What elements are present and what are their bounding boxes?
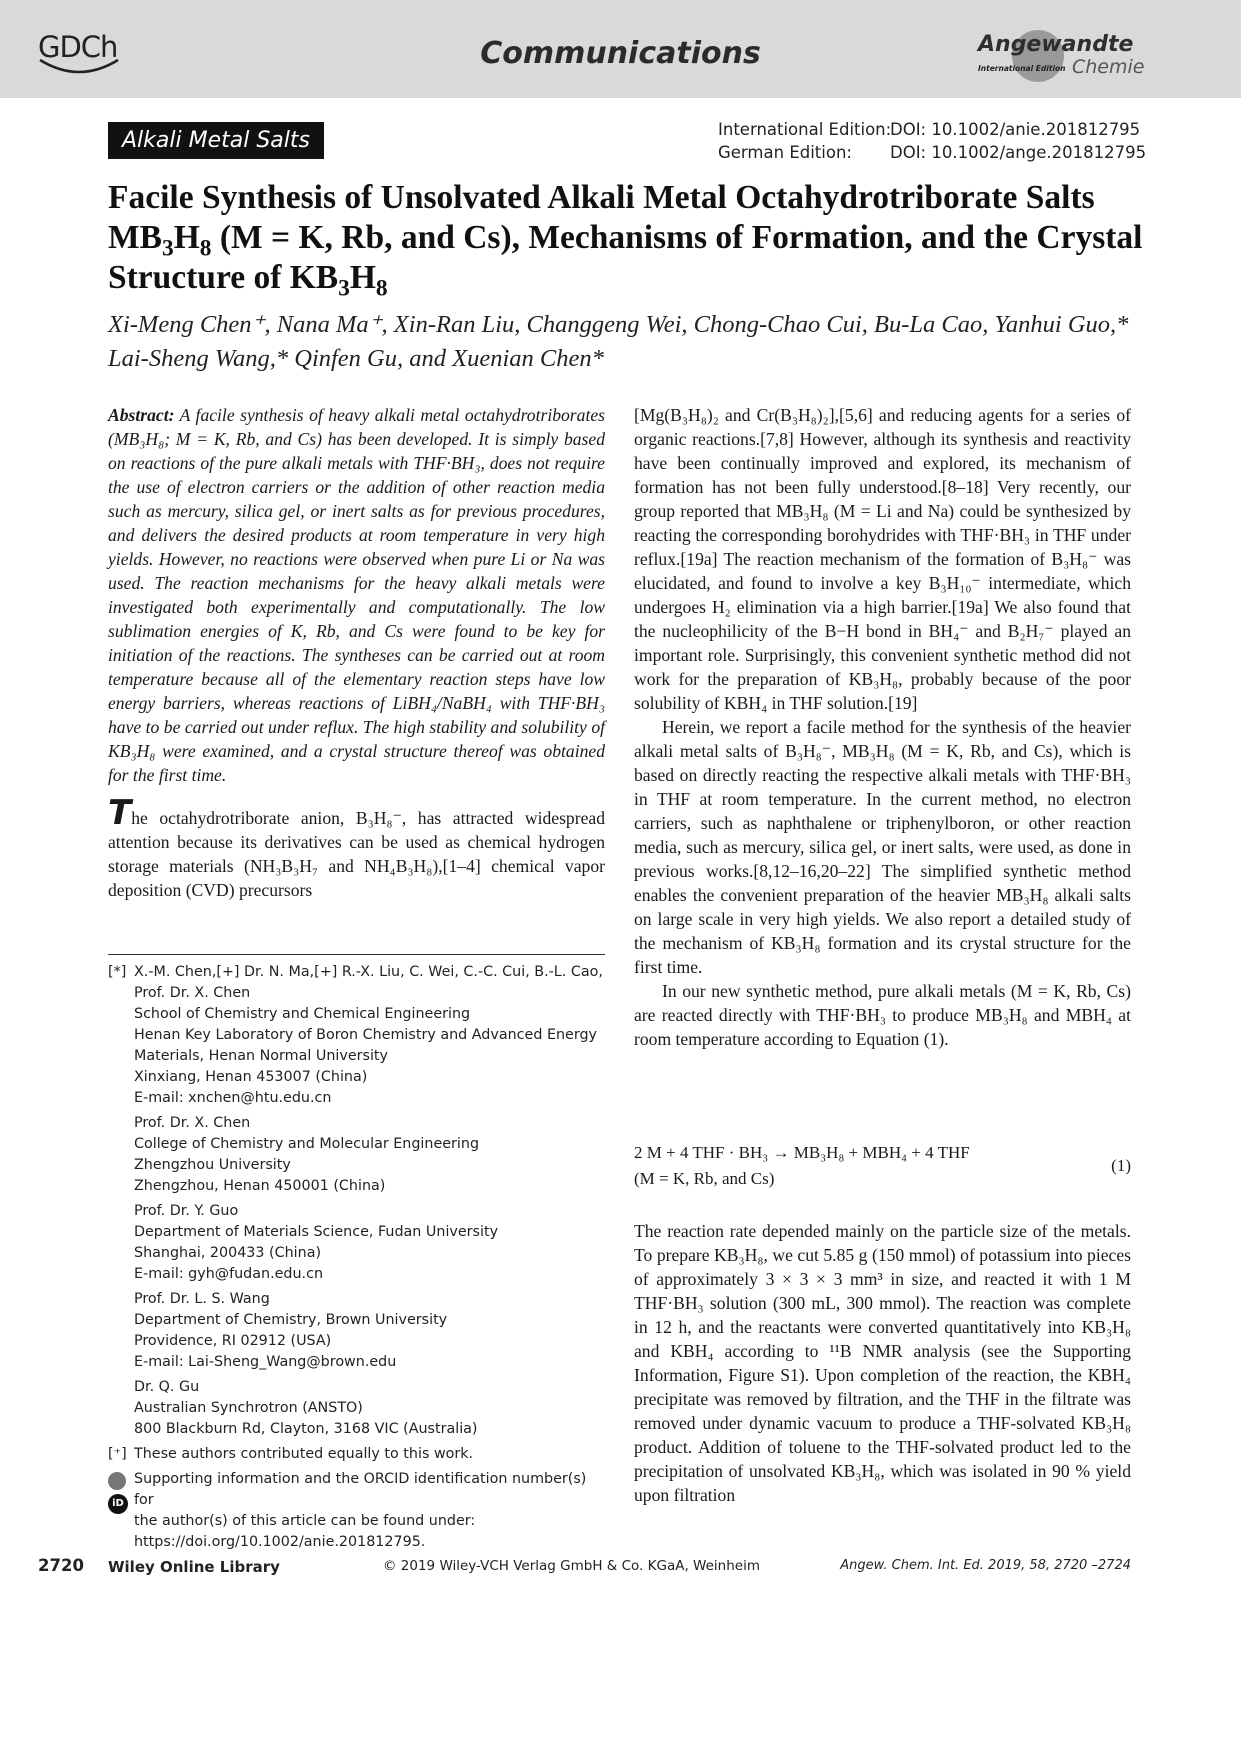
- affil-line: Henan Key Laboratory of Boron Chemistry and Advanced Energy: [134, 1027, 597, 1043]
- doi-label: International Edition:: [718, 120, 892, 139]
- body-paragraph: Herein, we report a facile method for the synthesis of the heavier alkali metal salts of B₃H₈⁻, MB₃H₈ (M = K, Rb, and Cs), which is based on directly reacting the respective alkali metals with THF·BH₃ in THF at room temperature. In the current method, no electron carriers, such as naphthalene or triphenylboron, or other reaction media, such as mercury, silica gel, or inert salts, were used, as done in previous works.[8,12–16,20–22] The simplified synthetic method enables the convenient preparation of the heavier MB₃H₈ alkali salts on large scale in very high yields. We also report a detailed study of the mechanism of KB₃H₈ formation and its crystal structure for the first time.: [634, 717, 1131, 977]
- title-part: Structure of KB: [108, 259, 339, 296]
- affil-email[interactable]: E-mail: xnchen@htu.edu.cn: [134, 1090, 332, 1106]
- article-title: [108, 178, 1148, 302]
- title-sub: 8: [199, 235, 212, 262]
- equal-contribution-note: [108, 1444, 608, 1465]
- title-line: [108, 258, 1148, 302]
- footnote-mark: [⁺]: [108, 1446, 127, 1462]
- body-paragraph: The reaction rate depended mainly on the particle size of the metals. To prepare KB₃H₈, we cut 5.85 g (150 mmol) of potassium into pieces of approximately 3 × 3 × 3 mm³ in size, and reacted it with 1 M THF·BH₃ solution (300 mL, 300 mmol). The reaction was complete in 12 h, and the reactants were converted quantitatively into KB₃H₈ and KBH₄ according to ¹¹B NMR analysis (see the Supporting Information, Figure S1). Upon completion of the reaction, the KBH₄ precipitate was removed by filtration, and the THF in the filtrate was removed under dynamic vacuum to produce a THF-solvated KB₃H₈ product. Addition of toluene to the THF-solvated product led to the precipitation of unsolvated KB₃H₈, which was isolated in 90 % yield upon filtration: [634, 1221, 1131, 1505]
- body-paragraph: [Mg(B₃H₈)₂ and Cr(B₃H₈)₂],[5,6] and reducing agents for a series of organic reactions.[7,8] However, although its synthesis and reactivity have been continually improved and explored, its mechanism of formation has not been fully understood.[8–18] Very recently, our group reported that MB₃H₈ (M = Li and Na) could be synthesized by reacting the corresponding borohydrides with THF·BH₃ in THF under reflux.[19a] The reaction mechanism of the formation of B₃H₈⁻ was elucidated, and found to involve a key B₃H₁₀⁻ intermediate, which undergoes H₂ elimination via a high barrier.[19a] We also found that the nucleophilicity of the B−H bond in BH₄⁻ and B₂H₇⁻ played an important role. Surprisingly, this convenient synthetic method did not work for the preparation of KB₃H₈, probably because of the poor solubility of KBH₄ in THF solution.[19]: [634, 405, 1131, 713]
- intro-paragraph: [108, 793, 605, 902]
- supporting-info-note: [108, 1469, 608, 1553]
- doi-label: German Edition:: [718, 143, 852, 162]
- affiliation-block: [108, 962, 608, 1440]
- affil-line: School of Chemistry and Chemical Engineering: [134, 1006, 471, 1022]
- equal-contribution-text: These authors contributed equally to this work.: [134, 1446, 474, 1462]
- affil-line: Materials, Henan Normal University: [134, 1048, 388, 1064]
- citation: Angew. Chem. Int. Ed. 2019, 58, 2720 –2724: [840, 1558, 1131, 1573]
- doi-block: [718, 118, 1147, 164]
- affil-line: Prof. Dr. L. S. Wang: [134, 1291, 270, 1307]
- footnote-rule: [108, 954, 605, 955]
- footnotes: [108, 962, 608, 1553]
- affil-line: X.-M. Chen,[+] Dr. N. Ma,[+] R.-X. Liu, C. Wei, C.-C. Cui, B.-L. Cao,: [134, 964, 603, 980]
- equation-line: 2 M + 4 THF · BH₃ → MB₃H₈ + MBH₄ + 4 THF: [634, 1143, 970, 1162]
- affil-line: 800 Blackburn Rd, Clayton, 3168 VIC (Australia): [134, 1421, 478, 1437]
- title-sub: 3: [161, 235, 174, 262]
- right-column-lower: [634, 1219, 1131, 1507]
- title-part: MB: [108, 219, 162, 256]
- intro-text: he octahydrotriborate anion, B₃H₈⁻, has attracted widespread attention because its derivatives can be used as chemical hydrogen storage materials (NH₃B₃H₇ and NH₄B₃H₈),[1–4] chemical vapor deposition (CVD) precursors: [108, 808, 605, 900]
- affil-line: Shanghai, 200433 (China): [134, 1245, 322, 1261]
- equation-number: (1): [1111, 1156, 1131, 1175]
- logo-angewandte-text: Angewandte: [978, 32, 1134, 57]
- gdch-logo: GDCh: [38, 30, 118, 64]
- affil-line: Australian Synchrotron (ANSTO): [134, 1400, 363, 1416]
- equation-condition: (M = K, Rb, and Cs): [634, 1169, 775, 1188]
- topic-badge: Alkali Metal Salts: [108, 122, 324, 159]
- doi-row: [718, 141, 1147, 164]
- affil-line: Xinxiang, Henan 453007 (China): [134, 1069, 368, 1085]
- doi-row: [718, 118, 1141, 141]
- title-sub: 8: [375, 275, 388, 302]
- affil-line: Prof. Dr. X. Chen: [134, 985, 251, 1001]
- note-icons: [108, 1472, 128, 1514]
- logo-edition-text: International Edition: [978, 64, 1066, 73]
- right-column: [634, 403, 1131, 1051]
- support-line: Supporting information and the ORCID identification number(s) for: [134, 1471, 587, 1508]
- affil-line: College of Chemistry and Molecular Engineering: [134, 1136, 480, 1152]
- affil-line: Providence, RI 02912 (USA): [134, 1333, 332, 1349]
- abstract-label: Abstract:: [108, 405, 175, 425]
- affil-line: Prof. Dr. Y. Guo: [134, 1203, 239, 1219]
- abstract-text: A facile synthesis of heavy alkali metal octahydrotriborates (MB₃H₈; M = K, Rb, and Cs) has been developed. It is simply based on reactions of the pure alkali metals with THF·BH₃, does not require the use of electron carriers or the addition of other reaction media such as mercury, silica gel, or inert salts as for previous procedures, and delivers the desired products at room temperature in very high yields. However, no reactions were observed when pure Li or Na was used. The reaction mechanisms for the heavy alkali metals were investigated both experimentally and computationally. The low sublimation energies of K, Rb, and Cs were found to be key for initiation of the reactions. The syntheses can be carried out at room temperature because all of the elementary reaction steps have low energy barriers, whereas reactions of LiBH₄/NaBH₄ with THF·BH₃ have to be carried out under reflux. The high stability and solubility of KB₃H₈ were examined, and a crystal structure thereof was obtained for the first time.: [108, 405, 605, 785]
- abstract: [108, 403, 605, 787]
- doi-value[interactable]: DOI: 10.1002/anie.201812795: [890, 120, 1141, 139]
- support-link[interactable]: https://doi.org/10.1002/anie.201812795.: [134, 1534, 426, 1550]
- doi-value[interactable]: DOI: 10.1002/ange.201812795: [890, 143, 1147, 162]
- title-part: H: [349, 259, 376, 296]
- equation-1: [634, 1140, 1131, 1192]
- page-number: 2720: [38, 1556, 84, 1575]
- affil-line: Zhengzhou University: [134, 1157, 291, 1173]
- supporting-info-icon: [108, 1472, 126, 1490]
- affil-email[interactable]: E-mail: Lai-Sheng_Wang@brown.edu: [134, 1354, 397, 1370]
- body-paragraph: In our new synthetic method, pure alkali metals (M = K, Rb, Cs) are reacted directly with THF·BH₃ to produce MB₃H₈ and MBH₄ at room temperature according to Equation (1).: [634, 981, 1131, 1049]
- affil-line: Prof. Dr. X. Chen: [134, 1115, 251, 1131]
- copyright: © 2019 Wiley-VCH Verlag GmbH & Co. KGaA, Weinheim: [383, 1558, 760, 1574]
- title-part: H: [173, 219, 200, 256]
- affil-line: Department of Materials Science, Fudan University: [134, 1224, 499, 1240]
- affil-line: Dr. Q. Gu: [134, 1379, 200, 1395]
- title-line: Facile Synthesis of Unsolvated Alkali Metal Octahydrotriborate Salts: [108, 179, 1095, 216]
- left-column: [108, 403, 605, 902]
- support-line: the author(s) of this article can be found under:: [134, 1513, 476, 1529]
- wiley-online-library-link[interactable]: Wiley Online Library: [108, 1558, 280, 1576]
- affil-email[interactable]: E-mail: gyh@fudan.edu.cn: [134, 1266, 324, 1282]
- title-sub: 3: [338, 275, 350, 302]
- section-title: Communications: [480, 36, 761, 71]
- title-part: (M = K, Rb, and Cs), Mechanisms of Formation, and the Crystal: [211, 219, 1143, 256]
- drop-cap: T: [108, 793, 132, 833]
- footnote-mark: [*]: [108, 964, 127, 980]
- author-list: Xi-Meng Chen⁺, Nana Ma⁺, Xin-Ran Liu, Changgeng Wei, Chong-Chao Cui, Bu-La Cao, Yanhui Guo,* Lai-Sheng Wang,* Qinfen Gu, and Xuenian Chen*: [108, 311, 1129, 372]
- logo-chemie-text: Chemie: [1072, 56, 1145, 78]
- affil-line: Zhengzhou, Henan 450001 (China): [134, 1178, 386, 1194]
- affil-line: Department of Chemistry, Brown University: [134, 1312, 448, 1328]
- orcid-icon: iD: [108, 1494, 128, 1514]
- angewandte-logo: [974, 26, 1145, 86]
- title-line: [108, 218, 1148, 262]
